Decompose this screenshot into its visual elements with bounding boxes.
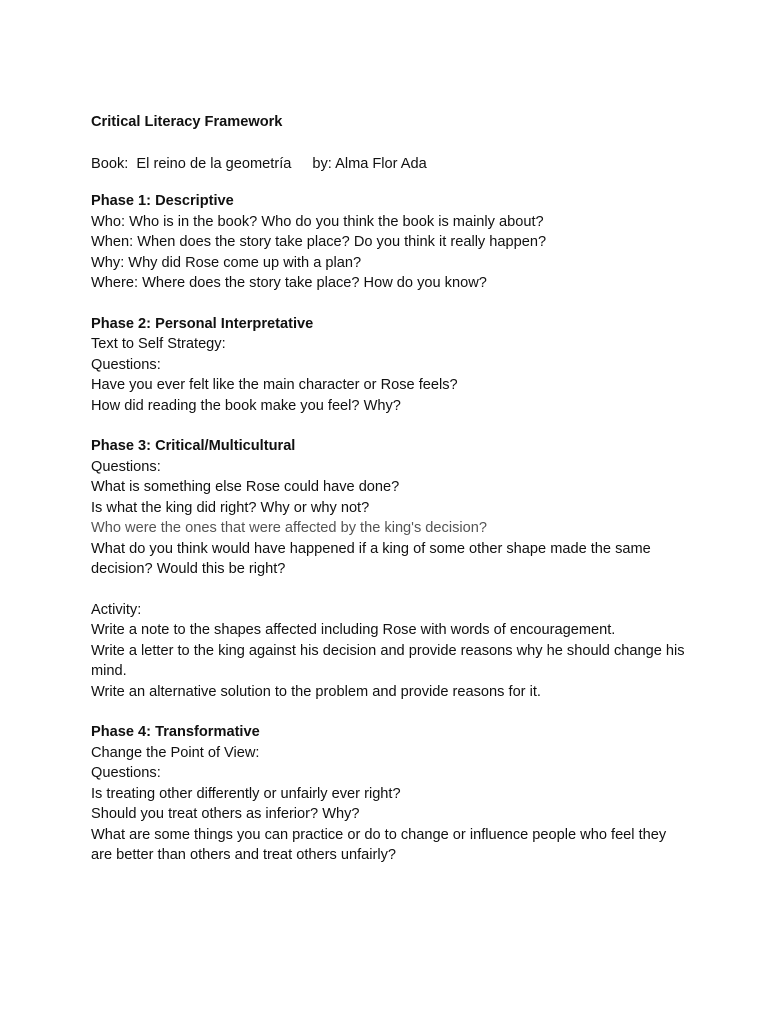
activity-heading: Activity: (91, 601, 142, 618)
phase-4-questions-label: Questions: (91, 765, 161, 781)
phase-1-where: Where: Where does the story take place? How do you know? (91, 275, 487, 291)
book-title: Book: El reino de la geometría (91, 155, 292, 172)
phase-3-question-3: Who were the ones that were affected by the king's decision? (91, 520, 487, 536)
phase-2-heading: Phase 2: Personal Interpretative (91, 315, 314, 332)
phase-2-section (91, 314, 691, 417)
phase-3-questions-label: Questions: (91, 458, 161, 475)
document-page (91, 112, 691, 866)
phase-2-questions-label: Questions: (91, 356, 161, 373)
phase-1-who: Who: Who is in the book? Who do you think the book is mainly about? (91, 213, 544, 230)
phase-4-heading: Phase 4: Transformative (91, 724, 260, 740)
phase-2-question-2: How did reading the book make you feel? Why? (91, 397, 401, 414)
phase-2-strategy: Text to Self Strategy: (91, 336, 226, 352)
phase-3-heading: Phase 3: Critical/Multicultural (91, 438, 296, 454)
document-title: Critical Literacy Framework (91, 114, 283, 130)
phase-4-point-of-view: Change the Point of View: (91, 744, 260, 761)
phase-3-question-4: What do you think would have happened if a king of some other shape made the same decision? Would this be right? (91, 540, 651, 577)
phase-2-question-1: Have you ever felt like the main character or Rose feels? (91, 377, 458, 393)
activity-section (91, 600, 691, 703)
book-info-line (91, 154, 691, 175)
activity-item-1: Write a note to the shapes affected including Rose with words of encouragement. (91, 622, 616, 638)
phase-1-heading: Phase 1: Descriptive (91, 193, 234, 209)
phase-4-question-1: Is treating other differently or unfairly ever right? (91, 785, 401, 802)
phase-1-why: Why: Why did Rose come up with a plan? (91, 254, 362, 271)
phase-3-question-1: What is something else Rose could have done? (91, 479, 400, 495)
phase-1-when: When: When does the story take place? Do you think it really happen? (91, 234, 547, 250)
activity-item-3: Write an alternative solution to the problem and provide reasons for it. (91, 683, 541, 700)
activity-item-2: Write a letter to the king against his decision and provide reasons why he should change his mind. (91, 642, 685, 679)
phase-3-question-2: Is what the king did right? Why or why not? (91, 499, 370, 516)
phase-4-question-2: Should you treat others as inferior? Why? (91, 806, 360, 822)
book-author: by: Alma Flor Ada (312, 155, 427, 172)
phase-4-question-3: What are some things you can practice or do to change or influence people who feel they are better than others and treat others unfairly? (91, 826, 667, 863)
phase-3-section (91, 436, 691, 580)
phase-4-section (91, 722, 691, 866)
phase-1-section (91, 191, 691, 294)
